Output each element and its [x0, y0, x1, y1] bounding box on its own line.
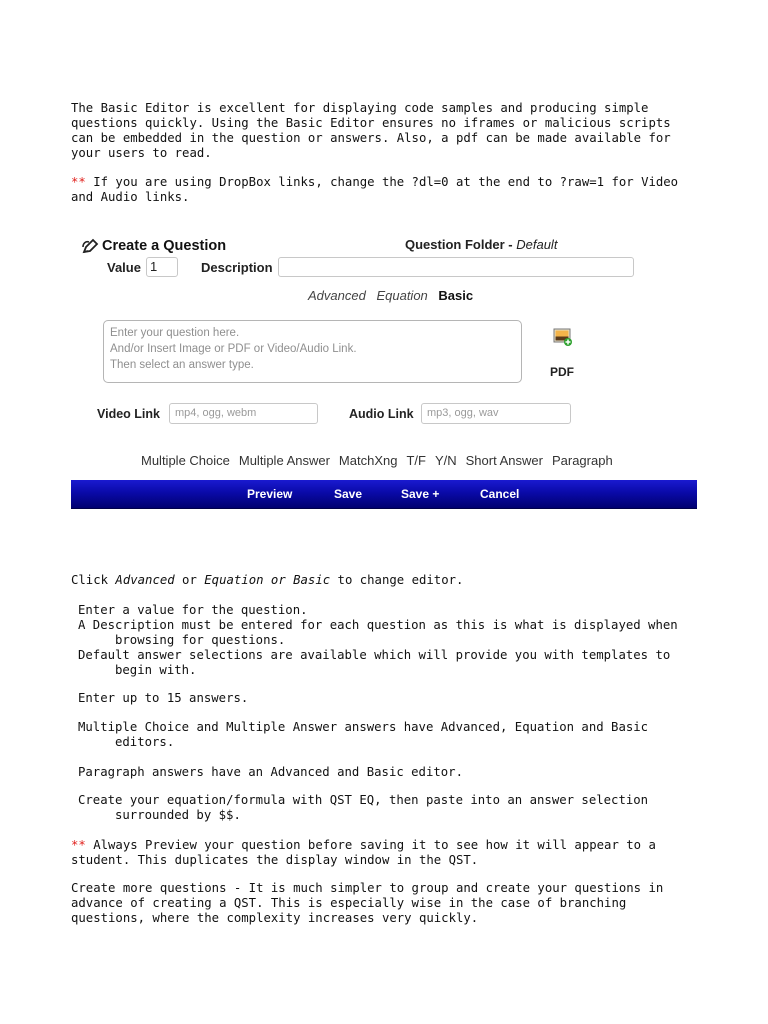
more-questions-note: [71, 881, 761, 926]
answer-type-short-answer[interactable]: Short Answer: [465, 453, 543, 468]
instruction-line: editors.: [115, 735, 175, 749]
preview-text: Always Preview your question before saving it to see how it will appear to a: [85, 838, 656, 852]
instruction-block-2: [78, 720, 758, 750]
create-question-form: [71, 230, 697, 512]
preview-button[interactable]: Preview: [247, 487, 293, 501]
answer-type-tf[interactable]: T/F: [406, 453, 426, 468]
instruction-line: surrounded by $$.: [115, 808, 241, 822]
action-bar: [71, 480, 697, 509]
insert-image-icon[interactable]: [553, 327, 573, 352]
intro-line: can be embedded in the question or answers. Also, a pdf can be made available for: [71, 131, 671, 145]
cancel-button[interactable]: Cancel: [480, 487, 520, 501]
audio-link-input[interactable]: [421, 403, 571, 424]
intro-line: your users to read.: [71, 146, 212, 160]
question-placeholder-line: Then select an answer type.: [110, 359, 254, 371]
pencil-icon: [81, 238, 99, 261]
instruction-line: Enter up to 15 answers.: [78, 691, 249, 705]
instruction-block-1: [78, 603, 758, 678]
answer-type-multiple-answer[interactable]: Multiple Answer: [238, 453, 330, 468]
intro-line: questions quickly. Using the Basic Editor ensures no iframes or malicious scripts: [71, 116, 671, 130]
question-placeholder-line: And/or Insert Image or PDF or Video/Audio Link.: [110, 343, 357, 355]
text-advanced: Advanced: [115, 573, 175, 587]
note-text: If you are using DropBox links, change the ?dl=0 at the end to ?raw=1 for Video: [85, 175, 679, 189]
folder-label: Question Folder -: [405, 237, 517, 252]
instruction-line: A Description must be entered for each question as this is what is displayed when: [78, 618, 678, 632]
instruction-line: Paragraph answers have an Advanced and Basic editor.: [78, 765, 463, 779]
form-title: Create a Question: [102, 238, 227, 254]
text: to change editor.: [330, 573, 464, 587]
value-label: Value: [107, 260, 141, 275]
audio-placeholder: mp3, ogg, wav: [427, 407, 499, 419]
instruction-line: Default answer selections are available which will provide you with templates to: [78, 648, 671, 662]
answer-type-matchxng[interactable]: MatchXng: [338, 453, 398, 468]
save-plus-button[interactable]: Save +: [401, 487, 440, 501]
video-link-label: Video Link: [97, 407, 160, 421]
click-instruction: [71, 573, 751, 588]
description-input[interactable]: [278, 257, 634, 277]
pdf-link[interactable]: PDF: [550, 365, 574, 379]
tab-advanced[interactable]: Advanced: [308, 288, 366, 303]
tab-basic[interactable]: Basic: [438, 288, 474, 303]
note-marker: **: [71, 175, 86, 189]
answer-type-row: [141, 452, 622, 470]
preview-note: [71, 838, 761, 868]
answer-type-yn[interactable]: Y/N: [434, 453, 457, 468]
more-line: Create more questions - It is much simpler to group and create your questions in: [71, 881, 664, 895]
video-placeholder: mp4, ogg, webm: [175, 407, 257, 419]
instruction-line: Multiple Choice and Multiple Answer answers have Advanced, Equation and Basic: [78, 720, 649, 734]
note-text-2: and Audio links.: [71, 190, 190, 204]
instruction-line: begin with.: [115, 663, 197, 677]
instruction-line: browsing for questions.: [115, 633, 286, 647]
preview-text-2: student. This duplicates the display window in the QST.: [71, 853, 479, 867]
more-line: questions, where the complexity increases very quickly.: [71, 911, 479, 925]
question-folder[interactable]: [405, 237, 557, 252]
instruction-line: Create your equation/formula with QST EQ, then paste into an answer selection: [78, 793, 649, 807]
instruction-block-3: [78, 793, 758, 823]
tab-equation[interactable]: Equation: [376, 288, 428, 303]
audio-link-label: Audio Link: [349, 407, 414, 421]
folder-value: Default: [516, 237, 558, 252]
text: or: [174, 573, 205, 587]
video-link-input[interactable]: [169, 403, 318, 424]
answer-type-paragraph[interactable]: Paragraph: [551, 453, 613, 468]
text: Click: [71, 573, 116, 587]
preview-marker: **: [71, 838, 86, 852]
instruction-line: Enter a value for the question.: [78, 603, 308, 617]
editor-tabs: [308, 288, 473, 303]
intro-paragraph: [71, 101, 751, 161]
value-input-text: 1: [150, 259, 158, 274]
question-textarea[interactable]: [103, 320, 522, 383]
text-equation-basic: Equation or Basic: [204, 573, 331, 587]
value-input[interactable]: [146, 257, 178, 277]
more-line: advance of creating a QST. This is especially wise in the case of branching: [71, 896, 627, 910]
intro-line: The Basic Editor is excellent for displaying code samples and producing simple: [71, 101, 649, 115]
question-placeholder-line: Enter your question here.: [110, 327, 240, 339]
dropbox-note: [71, 175, 761, 205]
save-button[interactable]: Save: [334, 487, 363, 501]
description-label: Description: [201, 260, 273, 275]
answer-type-multiple-choice[interactable]: Multiple Choice: [141, 453, 230, 468]
